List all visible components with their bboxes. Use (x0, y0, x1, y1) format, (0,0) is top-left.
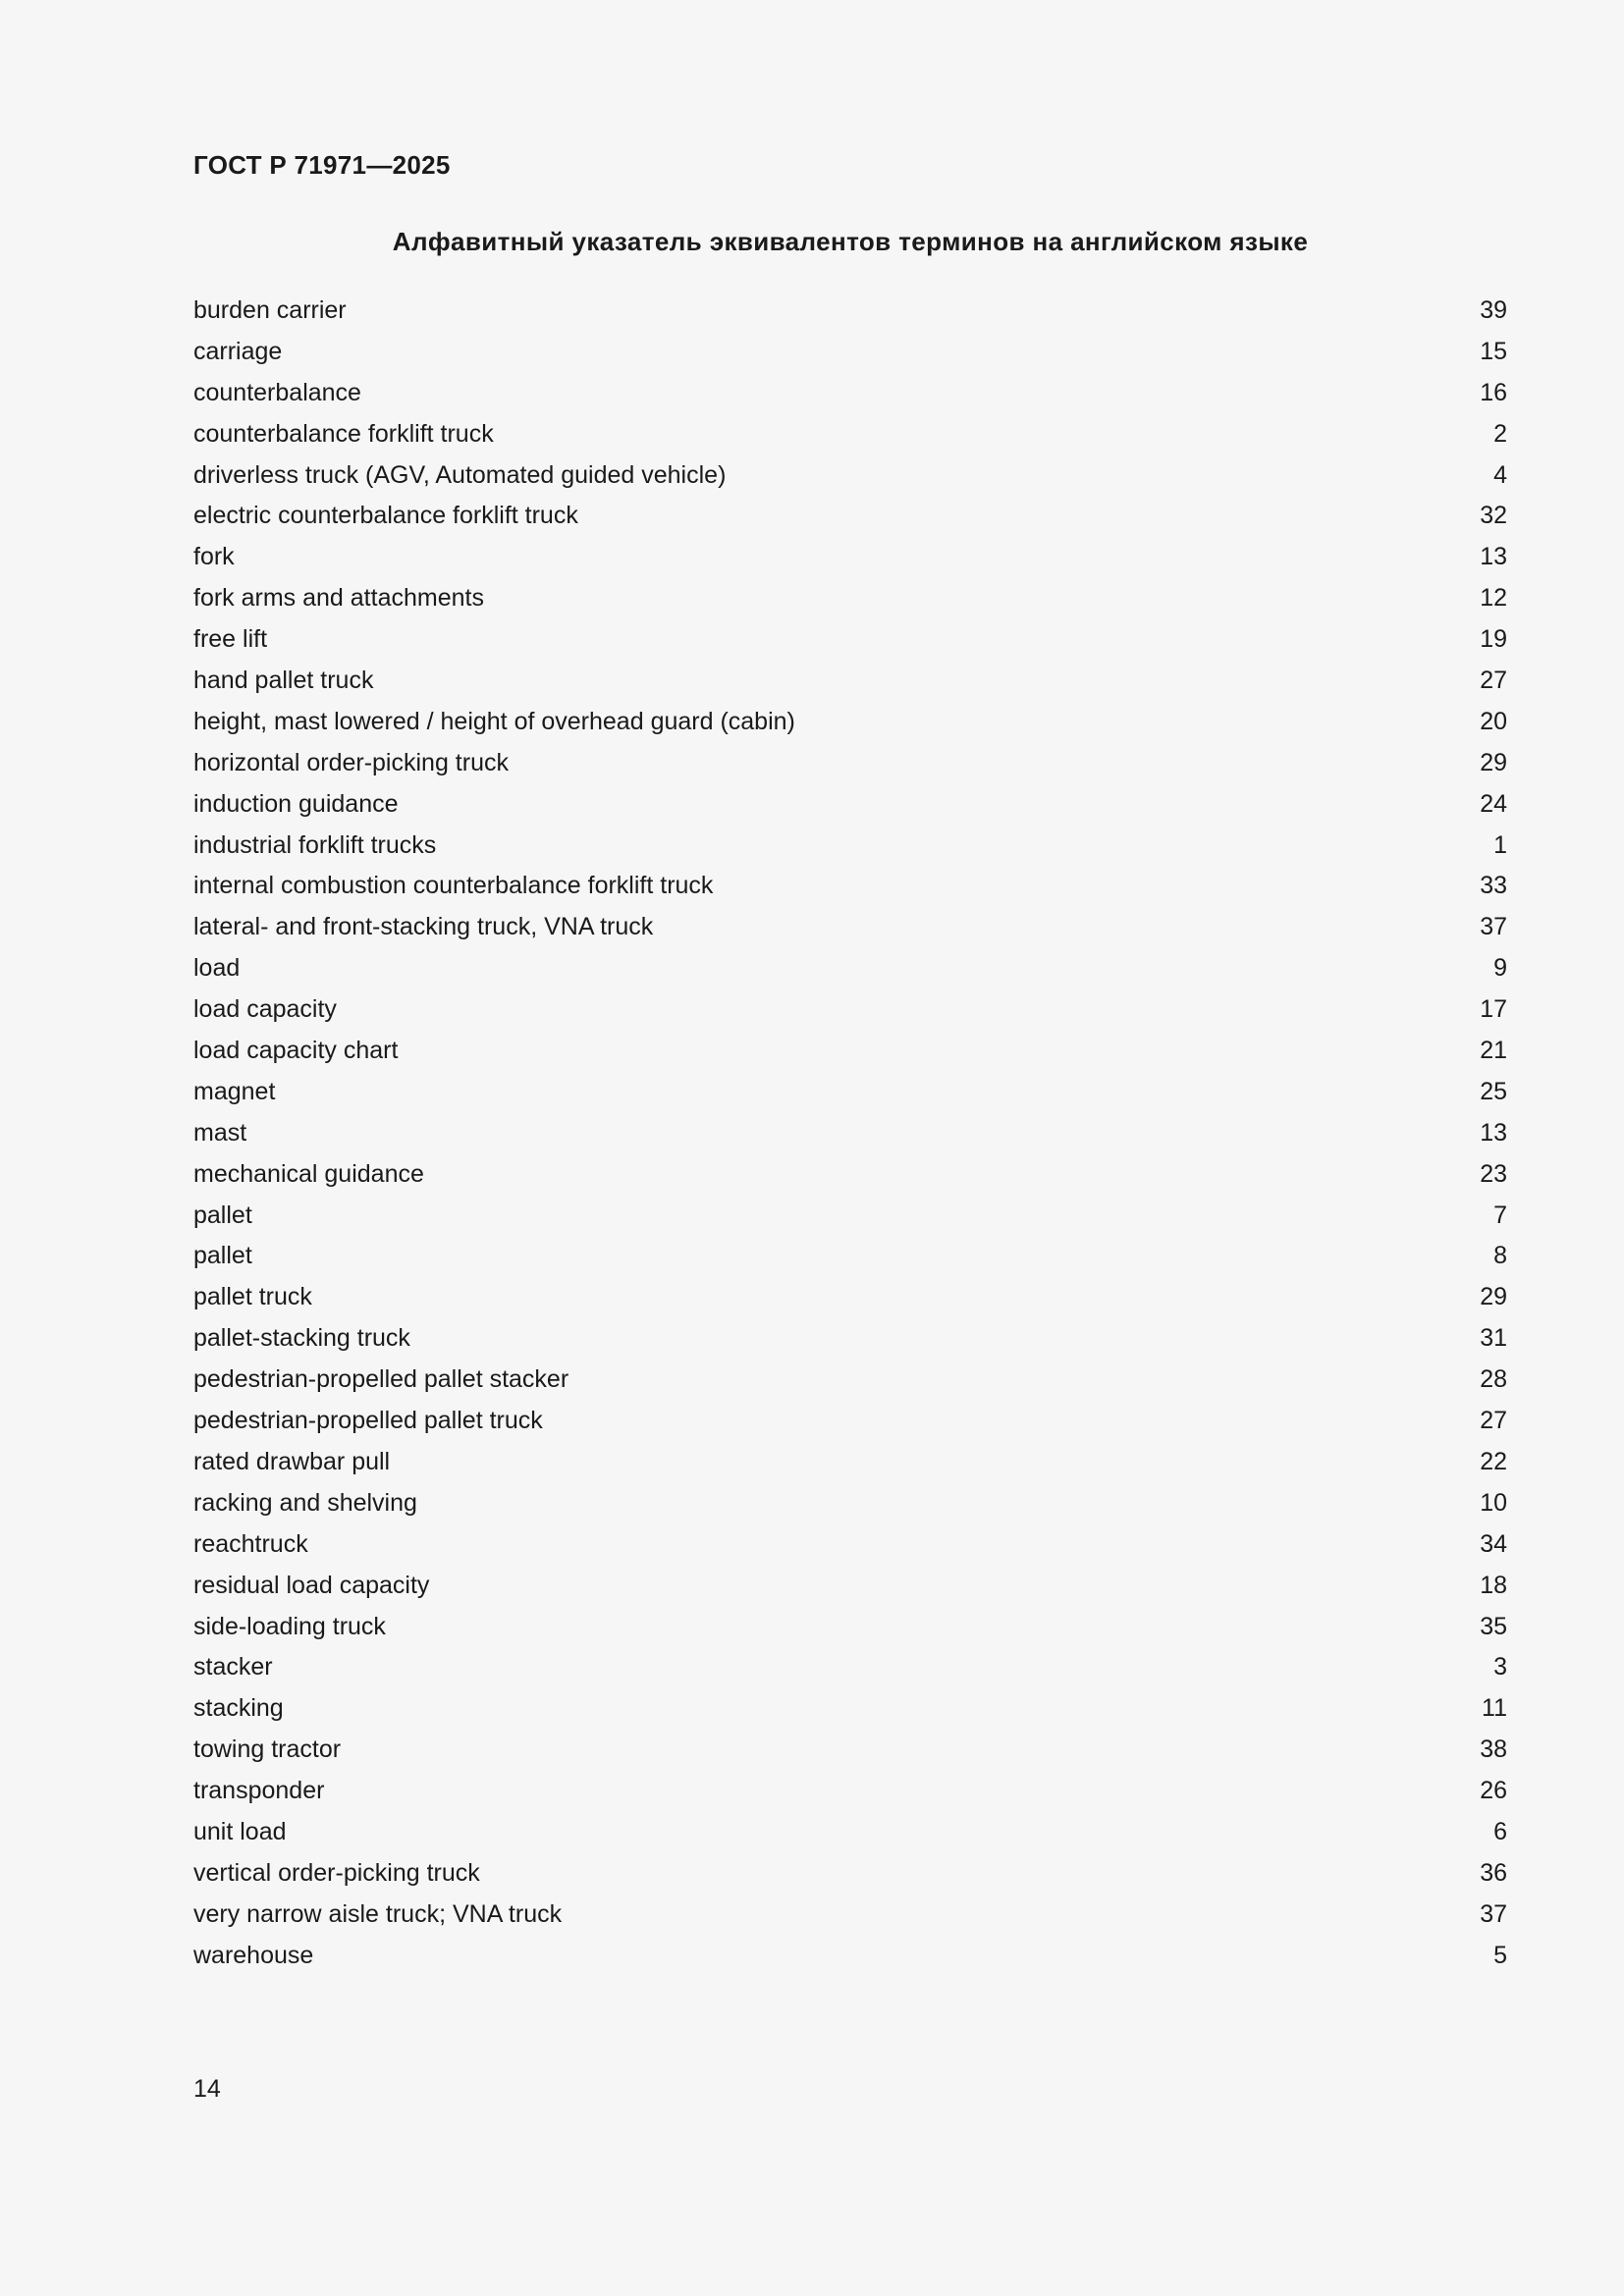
index-row (193, 1773, 1507, 1814)
index-term: free lift (193, 625, 268, 654)
index-term: counterbalance forklift truck (193, 419, 494, 448)
index-term-number: 13 (1480, 1118, 1507, 1147)
index-row (193, 1485, 1507, 1526)
index-term: mast (193, 1118, 247, 1147)
index-term-number: 24 (1480, 789, 1507, 818)
index-term: counterbalance (193, 378, 361, 406)
section-title: Алфавитный указатель эквивалентов терминов на английском языке (392, 227, 1309, 256)
index-term: reachtruck (193, 1529, 308, 1558)
index-term: load capacity (193, 995, 337, 1024)
index-term: pallet-stacking truck (193, 1324, 410, 1353)
index-term: hand pallet truck (193, 667, 374, 695)
index-row (193, 786, 1507, 828)
index-term: pedestrian-propelled pallet stacker (193, 1365, 569, 1394)
index-term: residual load capacity (193, 1571, 430, 1599)
index-term-number: 28 (1480, 1365, 1507, 1394)
index-row (193, 1362, 1507, 1403)
index-row (193, 580, 1507, 621)
index-row (193, 1198, 1507, 1239)
index-term-number: 33 (1480, 872, 1507, 900)
index-row (193, 745, 1507, 786)
index-term: stacking (193, 1694, 284, 1723)
index-row (193, 950, 1507, 991)
index-term: racking and shelving (193, 1488, 417, 1517)
index-term: pallet (193, 1201, 252, 1229)
index-term-number: 13 (1480, 543, 1507, 571)
index-term-number: 25 (1480, 1077, 1507, 1105)
index-term: load (193, 954, 241, 983)
index-row (193, 828, 1507, 869)
index-term: warehouse (193, 1941, 314, 1969)
index-row (193, 1568, 1507, 1609)
index-term-number: 21 (1480, 1037, 1507, 1065)
index-row (193, 1814, 1507, 1855)
index-term-number: 37 (1480, 913, 1507, 941)
index-term: rated drawbar pull (193, 1447, 391, 1475)
index-term-number: 1 (1493, 830, 1507, 859)
index-term: induction guidance (193, 789, 399, 818)
index-term-number: 6 (1493, 1817, 1507, 1845)
index-term: burden carrier (193, 296, 347, 324)
index-term: carriage (193, 337, 283, 365)
index-row (193, 1938, 1507, 1979)
index-term: load capacity chart (193, 1037, 399, 1065)
index-row (193, 704, 1507, 745)
index-row (193, 663, 1507, 704)
index-term-number: 38 (1480, 1735, 1507, 1764)
index-term-number: 26 (1480, 1777, 1507, 1805)
index-term: horizontal order-picking truck (193, 748, 509, 776)
index-row (193, 293, 1507, 334)
index-term-number: 39 (1480, 296, 1507, 324)
index-term: height, mast lowered / height of overhead guard (cabin) (193, 707, 795, 735)
index-row (193, 991, 1507, 1033)
index-term: side-loading truck (193, 1612, 386, 1640)
index-term-number: 23 (1480, 1159, 1507, 1188)
index-row (193, 1156, 1507, 1198)
page-number: 14 (193, 2075, 221, 2103)
index-row (193, 1115, 1507, 1156)
index-term-number: 22 (1480, 1447, 1507, 1475)
index-term: mechanical guidance (193, 1159, 424, 1188)
index-term-number: 18 (1480, 1571, 1507, 1599)
index-term-number: 37 (1480, 1899, 1507, 1928)
index-term: vertical order-picking truck (193, 1858, 480, 1887)
index-row (193, 1526, 1507, 1568)
index-term: unit load (193, 1817, 287, 1845)
index-row (193, 457, 1507, 499)
index-term-number: 36 (1480, 1858, 1507, 1887)
index-term-number: 16 (1480, 378, 1507, 406)
index-term-number: 15 (1480, 337, 1507, 365)
index-row (193, 1732, 1507, 1773)
index-term-number: 34 (1480, 1529, 1507, 1558)
index-term: electric counterbalance forklift truck (193, 502, 578, 530)
index-term-number: 17 (1480, 995, 1507, 1024)
index-term-number: 27 (1480, 667, 1507, 695)
index-row (193, 1403, 1507, 1444)
index-term-number: 5 (1493, 1941, 1507, 1969)
index-term-number: 11 (1482, 1694, 1507, 1723)
index-term-number: 9 (1493, 954, 1507, 983)
index-term: very narrow aisle truck; VNA truck (193, 1899, 563, 1928)
index-term-number: 29 (1480, 1283, 1507, 1311)
index-term-number: 12 (1480, 584, 1507, 613)
index-term: stacker (193, 1653, 273, 1682)
index-row (193, 1238, 1507, 1279)
index-term: fork (193, 543, 235, 571)
index-term-number: 32 (1480, 502, 1507, 530)
index-row (193, 1855, 1507, 1896)
index-term: industrial forklift trucks (193, 830, 437, 859)
index-row (193, 498, 1507, 539)
index-term-number: 3 (1493, 1653, 1507, 1682)
index-term: lateral- and front-stacking truck, VNA truck (193, 913, 654, 941)
index-row (193, 1649, 1507, 1690)
index-row (193, 909, 1507, 950)
index-row (193, 375, 1507, 416)
index-row (193, 1320, 1507, 1362)
index-term: fork arms and attachments (193, 584, 484, 613)
index-row (193, 868, 1507, 909)
index-term-number: 10 (1480, 1488, 1507, 1517)
index-row (193, 1690, 1507, 1732)
index-term-number: 8 (1493, 1242, 1507, 1270)
index-term-number: 31 (1480, 1324, 1507, 1353)
index-term: towing tractor (193, 1735, 342, 1764)
index-term: pallet (193, 1242, 252, 1270)
index-term: pallet truck (193, 1283, 312, 1311)
document-code: ГОСТ Р 71971—2025 (193, 150, 451, 180)
index-term: internal combustion counterbalance forklift truck (193, 872, 714, 900)
index-term-number: 27 (1480, 1407, 1507, 1435)
index-term: magnet (193, 1077, 276, 1105)
index-term-number: 2 (1493, 419, 1507, 448)
index-row (193, 621, 1507, 663)
index-row (193, 1033, 1507, 1074)
index-term-number: 20 (1480, 707, 1507, 735)
index-term: pedestrian-propelled pallet truck (193, 1407, 543, 1435)
index-row (193, 1896, 1507, 1938)
index-term-number: 7 (1493, 1201, 1507, 1229)
index-row (193, 539, 1507, 580)
index-row (193, 1609, 1507, 1650)
index-term: transponder (193, 1777, 325, 1805)
index-row (193, 1074, 1507, 1115)
index-term-number: 4 (1493, 460, 1507, 489)
index-row (193, 1279, 1507, 1320)
index-term-number: 19 (1480, 625, 1507, 654)
index-row (193, 334, 1507, 375)
index-term-number: 35 (1480, 1612, 1507, 1640)
index-term-number: 29 (1480, 748, 1507, 776)
index-term: driverless truck (AGV, Automated guided vehicle) (193, 460, 727, 489)
index-row (193, 416, 1507, 457)
index-row (193, 1444, 1507, 1485)
term-index-list (193, 293, 1507, 1979)
